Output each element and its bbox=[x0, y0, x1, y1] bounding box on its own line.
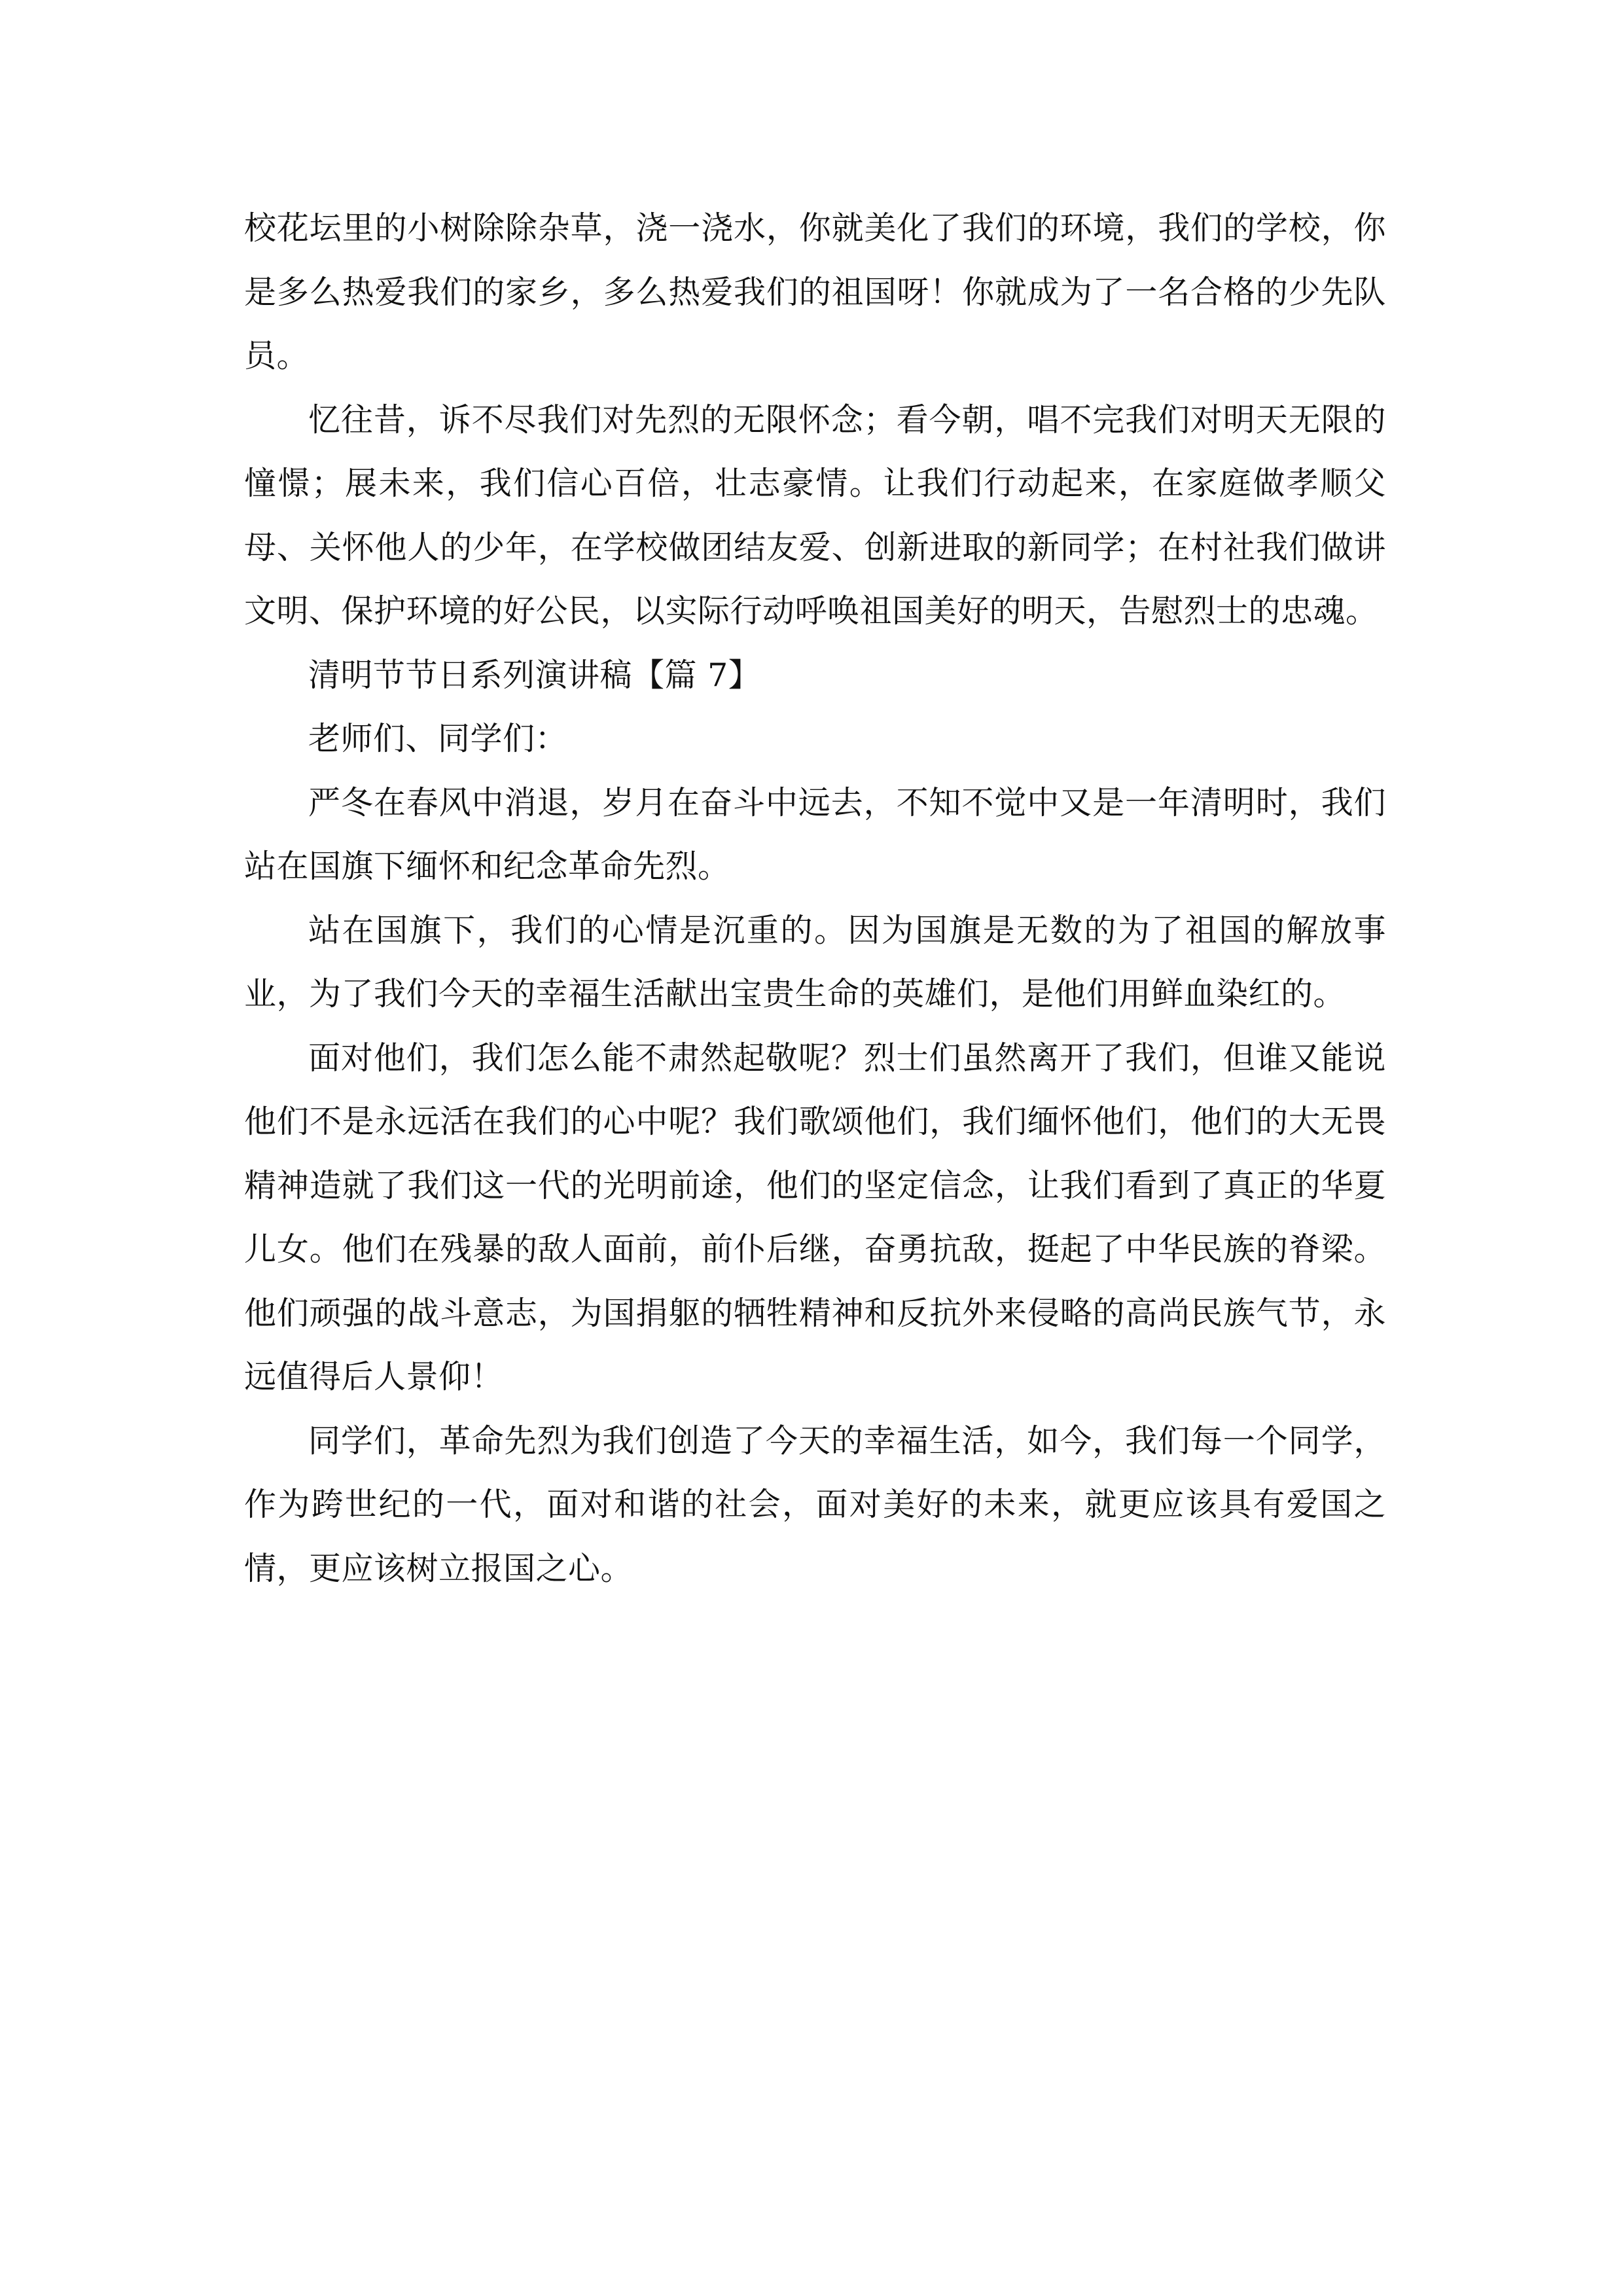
paragraph-4: 站在国旗下，我们的心情是沉重的。因为国旗是无数的为了祖国的解放事业，为了我们今天的幸福生活献出宝贵生命的英雄们，是他们用鲜血染红的。 bbox=[244, 911, 1386, 1013]
document-body bbox=[244, 196, 1386, 1600]
salutation: 老师们、同学们： bbox=[308, 720, 568, 757]
paragraph-2: 忆往昔，诉不尽我们对先烈的无限怀念；看今朝，唱不完我们对明天无限的憧憬；展未来，我们信心百倍，壮志豪情。让我们行动起来，在家庭做孝顺父母、关怀他人的少年，在学校做团结友爱、创新进取的新同学；在村社我们做讲文明、保护环境的好公民，以实际行动呼唤祖国美好的明天，告慰烈士的忠魂。 bbox=[244, 401, 1386, 630]
paragraph-6: 同学们，革命先烈为我们创造了今天的幸福生活，如今，我们每一个同学，作为跨世纪的一代，面对和谐的社会，面对美好的未来，就更应该具有爱国之情，更应该树立报国之心。 bbox=[244, 1422, 1386, 1587]
section-heading: 清明节节日系列演讲稿【篇 7】 bbox=[308, 656, 761, 694]
paragraph-1: 校花坛里的小树除除杂草，浇一浇水，你就美化了我们的环境，我们的学校，你是多么热爱我们的家乡，多么热爱我们的祖国呀！你就成为了一名合格的少先队员。 bbox=[244, 209, 1386, 374]
paragraph-3: 严冬在春风中消退，岁月在奋斗中远去，不知不觉中又是一年清明时，我们站在国旗下缅怀和纪念革命先烈。 bbox=[244, 783, 1386, 885]
paragraph-5: 面对他们，我们怎么能不肃然起敬呢？烈士们虽然离开了我们，但谁又能说他们不是永远活在我们的心中呢？我们歌颂他们，我们缅怀他们，他们的大无畏精神造就了我们这一代的光明前途，他们的坚定信念，让我们看到了真正的华夏儿女。他们在残暴的敌人面前，前仆后继，奋勇抗敌，挺起了中华民族的脊梁。他们顽强的战斗意志，为国捐躯的牺牲精神和反抗外来侵略的高尚民族气节，永远值得后人景仰！ bbox=[244, 1039, 1386, 1395]
